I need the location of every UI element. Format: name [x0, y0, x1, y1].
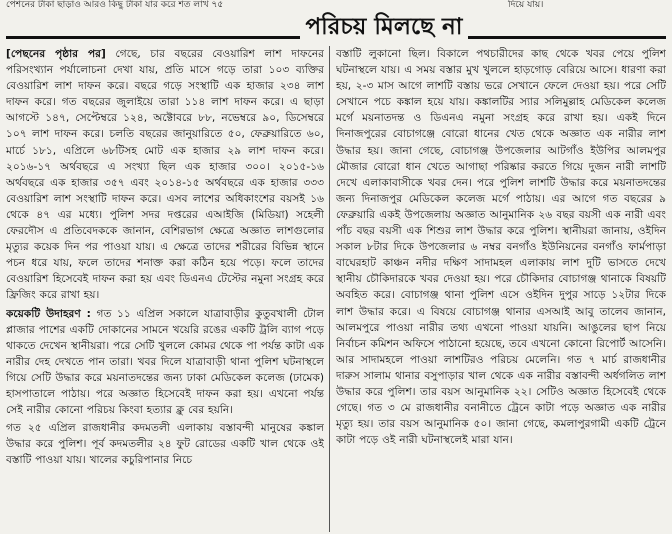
article-column-left — [6, 46, 324, 532]
headline-bar — [0, 10, 672, 44]
column-divider — [329, 46, 330, 532]
fragment-left: পেশনের টাকা ছাড়াও আরও কিছু টাকা যার করে শত লাখ ৭৫ — [6, 0, 224, 10]
paragraph-continued: বস্তাটি লুকানো ছিল। বিকালে পথচারীদের কাছ থেকে খবর পেয়ে পুলিশ ঘটনাস্থলে যায়। এ সময় বস্তার মুখ খুললে হাড়গোড় বেরিয়ে আসে। ধারণা করা হয়, ২-৩ মাস আগে লাশটি বস্তায় ভরে সেখানে ফেলে দেওয়া হয়। পরে সেটি সেখানে পচে কঙ্কাল হয়ে যায়। কঙ্কালটির স্যার সলিমুল্লাহ মেডিকেল কলেজ মর্গে ময়নাতদন্ত ও ডিএনএ নমুনা সংগ্রহ করে রাখা হয়। একই দিনে দিনাজপুরের বোচাগঞ্জে বোরো ধানের খেত থেকে অজ্ঞাত এক নারীর লাশ উদ্ধার হয়। জানা গেছে, বোচাগঞ্জ উপজেলার আটগাঁও ইউপির আলমপুর মৌজার বোরো ধান খেতে আগাছা পরিষ্কার করতে গিয়ে দুজন নারী লাশটি দেখে এলাকাবাসীকে খবর দেন। পরে পুলিশ লাশটি উদ্ধার করে ময়নাতদন্তের জন্য দিনাজপুর মেডিকেল কলেজ মর্গে পাঠায়। এর আগে গত বছরের ৯ ফেব্রুয়ারি একই উপজেলায় অজ্ঞাত আনুমানিক ২৬ বছর বয়সী এক নারী এবং পাঁচ বছর বয়সী এক শিশুর লাশ উদ্ধার করে পুলিশ। স্থানীয়রা জানায়, ওইদিন সকাল ৮টার দিকে উপজেলার ৬ নম্বর বনগাঁও ইউনিয়নের বনগাঁও ফার্মপাড়া বাঘেরহাট কাঞ্চন নদীর দক্ষিণ সাদামহল এলাকায় লাশ দুটি ভাসতে দেখে স্থানীয় চৌকিদারকে খবর দেওয়া হয়। পরে চৌকিদার বোচাগঞ্জ থানাকে বিষয়টি অবহিত করে। বোচাগঞ্জ থানা পুলিশ এসে ওইদিন দুপুর সাড়ে ১২টার দিকে লাশ উদ্ধার করে। এ বিষয়ে বোচাগঞ্জ থানার এসআই আবু তালেব জানান, আলমপুরে পাওয়া নারীর তথ্য এখনো পাওয়া যায়নি। আঙুলের ছাপ নিয়ে নির্বাচন কমিশন অফিসে পাঠানো হয়েছে, তবে এখনো কোনো রিপোর্ট আসেনি। আর সাদামহলে পাওয়া লাশটিরও পরিচয় মেলেনি। গত ৭ মার্চ রাজধানীর দারুস সালাম থানার বসুপাড়ার খাল থেকে এক নারীর বস্তাবন্দী অর্ধগলিত লাশ উদ্ধার করে পুলিশ। তার বয়স আনুমানিক ২২। সেটিও অজ্ঞাত হিসেবেই থেকে গেছে। গত ৩ মে রাজধানীর বনানীতে ট্রেনে কাটা পড়ে অজ্ঞাত এক নারীর মৃত্যু হয়। তার বয়স আনুমানিক ৫০। জানা গেছে, কমলাপুরগামী একটি ট্রেনে কাটা পড়ে ওই নারী ঘটনাস্থলেই মারা যান। — [336, 48, 666, 447]
subheading: কয়েকটি উদাহরণ : — [6, 307, 91, 320]
continued-tag: [পেছনের পৃষ্ঠার পর] — [6, 48, 106, 60]
paragraph-examples — [6, 306, 324, 419]
headline-rule-right — [462, 36, 666, 39]
previous-article-fragment — [0, 0, 672, 10]
paragraph-examples-text: গত ১১ এপ্রিল সকালে যাত্রাবাড়ীর কুতুবখালী টোল প্লাজার পাশের একটি দোকানের সামনে খয়েরি রঙের একটি ট্রলি ব্যাগ পড়ে থাকতে দেখেন স্থানীয়রা। পরে সেটি খুললে কোমর থেকে পা পর্যন্ত কাটা এক নারীর দেহ দেখতে পান তারা। খবর দিলে যাত্রাবাড়ী থানা পুলিশ ঘটনাস্থলে গিয়ে সেটি উদ্ধার করে ময়নাতদন্তের জন্য ঢাকা মেডিকেল কলেজ (ঢামেক) হাসপাতালে পাঠায়। পরে অজ্ঞাত হিসেবেই দাফন করা হয়। এখনো পর্যন্ত সেই নারীর কোনো পরিচয় কিংবা হত্যার ক্লু বের হয়নি। — [6, 307, 324, 417]
article-column-right — [336, 46, 666, 532]
headline-rule-left — [6, 36, 306, 39]
paragraph-intro — [6, 46, 324, 304]
paragraph-intro-text: গেছে, চার বছরের বেওয়ারিশ লাশ দাফনের পরিসংখ্যান পর্যালোচনা দেখা যায়, প্রতি মাসে গড়ে তারা ১০৩ ব্যক্তির বেওয়ারিশ লাশ দাফন করে। বছরে গড়ে সংস্থাটি এক হাজার ২৩৪ লাশ দাফন করে। গত বছরের জুলাইয়ে তারা ১১৪ লাশ দাফন করে। এ ছাড়া আগস্টে ১৪৭, সেপ্টেম্বরে ১২৪, অক্টোবরে ৮৮, নভেম্বরে ৯০, ডিসেম্বরে ১০৭ লাশ দাফন করে। চলতি বছরের জানুয়ারিতে ৫০, ফেব্রুয়ারিতে ৬০, মার্চে ১৮১, এপ্রিলে ৬৮টিসহ মোট এক হাজার ২৯ লাশ দাফন করে। ২০১৬-১৭ অর্থবছরে এ সংখ্যা ছিল এক হাজার ৩০০। ২০১৫-১৬ অর্থবছরে এক হাজার ৩৫৭ এবং ২০১৪-১৫ অর্থবছরে এক হাজার ৩৩৩ বেওয়ারিশ লাশ সংস্থাটি দাফন করে। এসব লাশের অধিকাংশের বয়সই ১৬ থেকে ৪৭ এর মধ্যে। পুলিশ সদর দপ্তরের এআইজি (মিডিয়া) সহেলী ফেরদৌস এ প্রতিবেদককে জানান, বেশিরভাগ ক্ষেত্রে অজ্ঞাত লাশগুলোর মৃত্যুর কয়েক দিন পর পাওয়া যায়। এ ক্ষেত্রে তাদের শরীরের বিভিন্ন স্থানে পচন ধরে যায়, ফলে তাদের শনাক্ত করা কঠিন হয়ে পড়ে। ফলে তাদের বেওয়ারিশ হিসেবেই দাফন করা হয় এবং ডিএনএ টেস্টের নমুনা সংগ্রহ করে ফ্রিজিং করে রাখা হয়। — [6, 48, 324, 302]
paragraph-kadamtali: গত ২৫ এপ্রিল রাজধানীর কদমতলী এলাকায় বস্তাবন্দী মানুষের কঙ্কাল উদ্ধার করে পুলিশ। পূর্ব কদমতলীর ২৪ ফুট রোডের একটি খাল থেকে ওই বস্তাটি পাওয়া যায়। খালের কচুরিপানার নিচে — [6, 422, 324, 467]
fragment-right: দিয়ে যায়। — [508, 0, 544, 10]
headline: পরিচয় মিলছে না — [300, 10, 468, 44]
